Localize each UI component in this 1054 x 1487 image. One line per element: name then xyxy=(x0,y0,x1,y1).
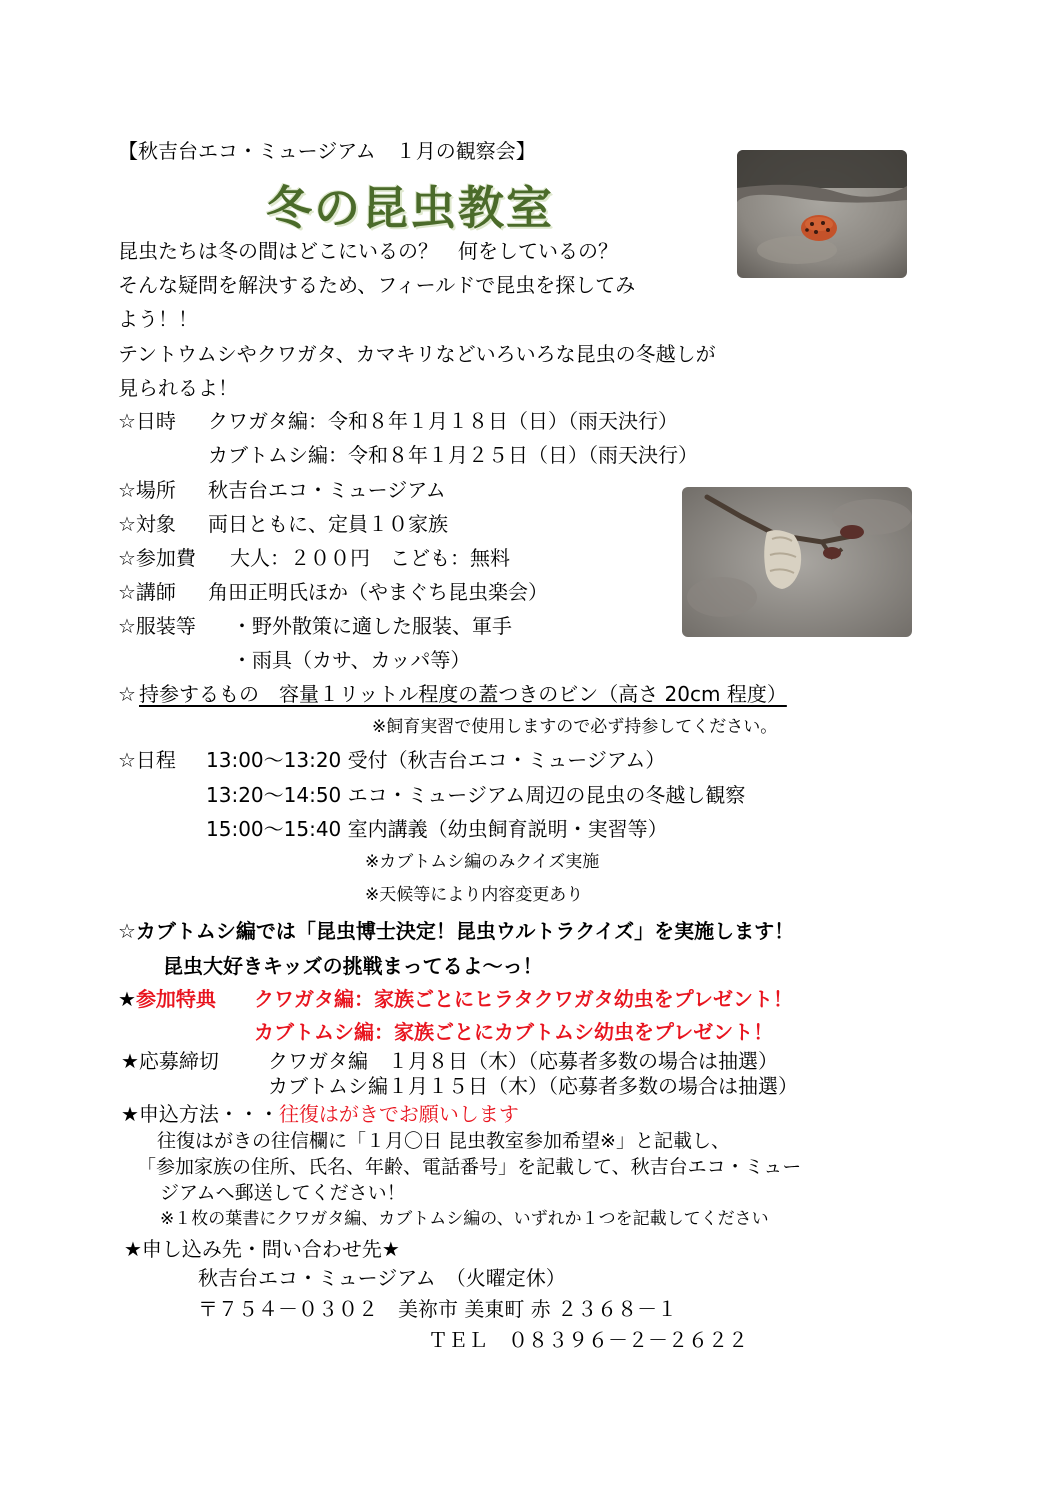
clothes-item: ・野外散策に適した服装、軍手 xyxy=(232,614,512,638)
bring-note: ※飼育実習で使用しますので必ず持参してください。 xyxy=(372,717,778,737)
deadline-label: ★応募締切 xyxy=(121,1049,219,1073)
bonus-kabutomushi: カブトムシ編：家族ごとにカブトムシ幼虫をプレゼント！ xyxy=(254,1020,774,1044)
clothes-item: ・雨具（カサ、カッパ等） xyxy=(232,648,471,672)
schedule-item: 13:20～14:50 エコ・ミュージアム周辺の昆虫の冬越し観察 xyxy=(206,783,746,807)
date-kuwagata: クワガタ編：令和８年１月１８日（日）（雨天決行） xyxy=(208,409,678,433)
date-label: ☆日時 xyxy=(118,409,176,433)
schedule-note: ※カブトムシ編のみクイズ実施 xyxy=(365,852,600,872)
schedule-item: 13:00～13:20 受付（秋吉台エコ・ミュージアム） xyxy=(206,748,666,772)
bonus-star: ★ xyxy=(118,987,136,1011)
deadline-kuwagata: クワガタ編 １月８日（木）（応募者多数の場合は抽選） xyxy=(268,1049,778,1073)
contact-label: ★申し込み先・問い合わせ先★ xyxy=(124,1237,400,1261)
intro-line: 見られるよ！ xyxy=(118,376,238,400)
quiz-invite: 昆虫大好きキッズの挑戦まってるよ～っ！ xyxy=(163,954,543,978)
intro-line: よう！！ xyxy=(118,307,198,331)
apply-instruction: 往復はがきの往信欄に「１月〇日 昆虫教室参加希望※」と記載し、 xyxy=(157,1130,730,1152)
bonus-line xyxy=(118,986,216,1012)
place-label: ☆場所 xyxy=(118,478,176,502)
contact-name: 秋吉台エコ・ミュージアム （火曜定休） xyxy=(198,1266,566,1290)
deadline-kabutomushi: カブトムシ編１月１５日（木）（応募者多数の場合は抽選） xyxy=(268,1074,798,1098)
quiz-announcement: ☆カブトムシ編では「昆虫博士決定！昆虫ウルトラクイズ」を実施します！ xyxy=(118,919,795,943)
lecturer-value: 角田正明氏ほか（やまぐち昆虫楽会） xyxy=(208,580,548,604)
bring-star: ☆ xyxy=(118,682,136,706)
page-title: 冬の昆虫教室 xyxy=(266,181,554,235)
bonus-label: 参加特典 xyxy=(135,987,216,1011)
date-kabutomushi: カブトムシ編：令和８年１月２５日（日）（雨天決行） xyxy=(208,443,698,467)
fee-value: 大人：２００円 こども：無料 xyxy=(230,546,510,570)
bonus-kuwagata: クワガタ編：家族ごとにヒラタクワガタ幼虫をプレゼント！ xyxy=(254,987,793,1011)
contact-tel: ＴＥＬ ０８３９６－２－２６２２ xyxy=(428,1328,748,1352)
bring-items: 持参するもの 容量１リットル程度の蓋つきのビン（高さ 20cm 程度） xyxy=(139,682,787,706)
apply-line xyxy=(121,1101,519,1127)
target-value: 両日ともに、定員１０家族 xyxy=(208,512,448,536)
schedule-label: ☆日程 xyxy=(118,748,176,772)
intro-line: 昆虫たちは冬の間はどこにいるの？ 何をしているの？ xyxy=(118,239,618,263)
contact-address: 〒７５４－０３０２ 美祢市 美東町 赤 ２３６８－１ xyxy=(198,1297,678,1321)
lecturer-label: ☆講師 xyxy=(118,580,176,604)
intro-line: そんな疑問を解決するため、フィールドで昆虫を探してみ xyxy=(118,273,636,297)
target-label: ☆対象 xyxy=(118,512,176,536)
mantis-egg-photo xyxy=(682,487,912,637)
apply-instruction: 「参加家族の住所、氏名、年齢、電話番号」を記載して、秋吉台エコ・ミュー xyxy=(137,1156,802,1178)
fee-label: ☆参加費 xyxy=(118,546,196,570)
schedule-item: 15:00～15:40 室内講義（幼虫飼育説明・実習等） xyxy=(206,817,668,841)
schedule-note: ※天候等により内容変更あり xyxy=(365,885,584,905)
intro-line: テントウムシやクワガタ、カマキリなどいろいろな昆虫の冬越しが xyxy=(118,342,716,366)
apply-method: 往復はがきでお願いします xyxy=(278,1102,519,1126)
apply-label: ★申込方法・・・ xyxy=(121,1102,279,1126)
event-label: 【秋吉台エコ・ミュージアム １月の観察会】 xyxy=(118,139,536,163)
apply-instruction: ジアムへ郵送してください！ xyxy=(160,1182,406,1204)
place-value: 秋吉台エコ・ミュージアム xyxy=(208,478,446,502)
clothes-label: ☆服装等 xyxy=(118,614,196,638)
apply-note: ※１枚の葉書にクワガタ編、カブトムシ編の、いずれか１つを記載してください xyxy=(160,1209,769,1229)
ladybug-photo xyxy=(737,150,907,278)
